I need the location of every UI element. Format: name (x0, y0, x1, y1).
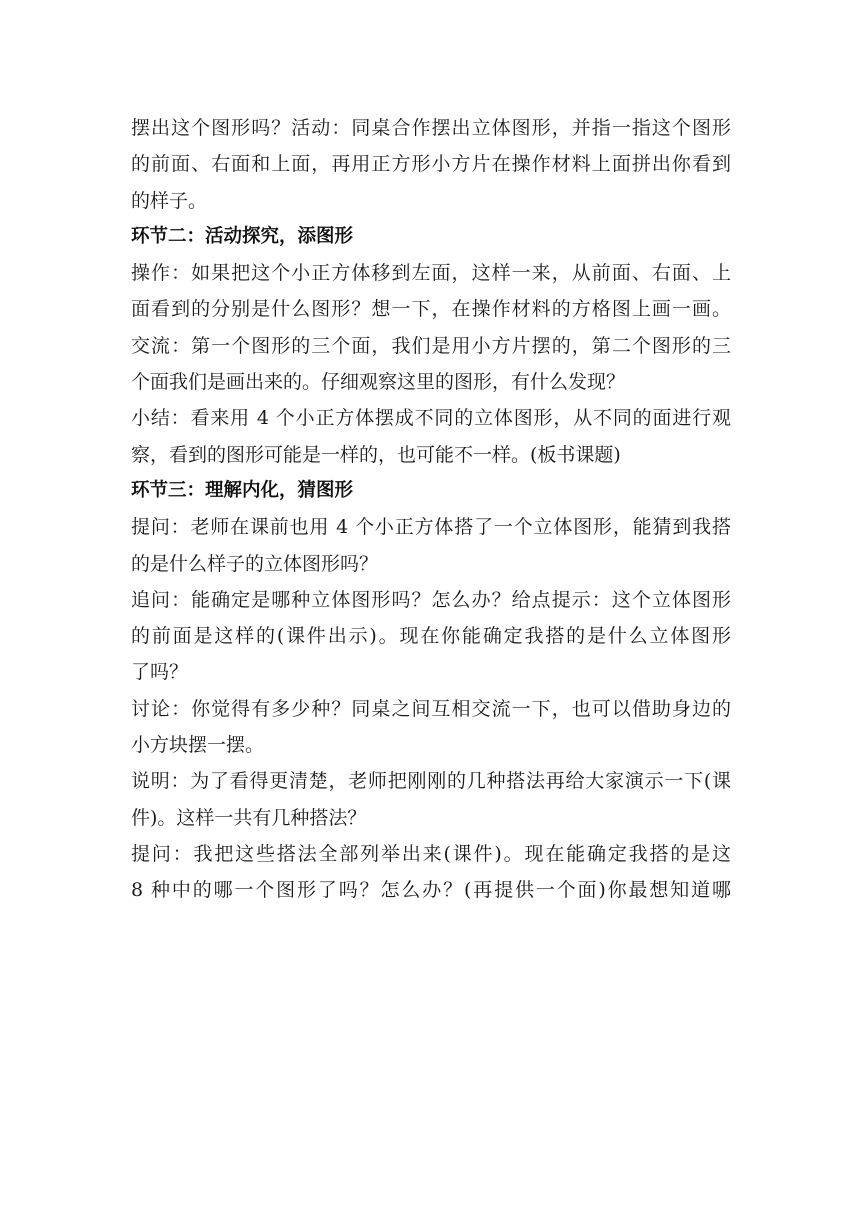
text-line: 的是什么样子的立体图形吗？ (131, 552, 379, 575)
section-heading: 环节二：活动探究，添图形 (131, 225, 354, 247)
text-line: 8 种中的哪一个图形了吗？怎么办？(再提供一个面)你最想知道哪 (131, 879, 731, 902)
text-line: 讨论：你觉得有多少种？同桌之间互相交流一下，也可以借助身边的 (131, 697, 731, 720)
text-line: 的前面是这样的(课件出示)。现在你能确定我搭的是什么立体图形 (131, 625, 731, 648)
text-line: 追问：能确定是哪种立体图形吗？怎么办？给点提示：这个立体图形 (131, 588, 731, 611)
text-line: 的样子。 (131, 189, 208, 212)
text-line: 察，看到的图形可能是一样的，也可能不一样。(板书课题) (131, 443, 621, 466)
text-line: 说明：为了看得更清楚，老师把刚刚的几种搭法再给大家演示一下(课 (131, 770, 731, 793)
text-line: 的前面、右面和上面，再用正方形小方片在操作材料上面拼出你看到 (131, 153, 731, 176)
text-line: 小结：看来用 4 个小正方体摆成不同的立体图形，从不同的面进行观 (131, 407, 731, 430)
text-line: 操作：如果把这个小正方体移到左面，这样一来，从前面、右面、上 (131, 262, 731, 285)
text-line: 摆出这个图形吗？活动：同桌合作摆出立体图形，并指一指这个图形 (131, 117, 731, 139)
section-heading: 环节三：理解内化，猜图形 (131, 479, 354, 501)
text-line: 小方块摆一摆。 (131, 734, 265, 757)
document-body (131, 110, 731, 909)
text-line: 交流：第一个图形的三个面，我们是用小方片摆的，第二个图形的三 (131, 334, 731, 357)
text-line: 了吗？ (131, 661, 189, 684)
text-line: 提问：我把这些搭法全部列举出来(课件)。现在能确定我搭的是这 (131, 842, 731, 865)
text-line: 个面我们是画出来的。仔细观察这里的图形，有什么发现？ (131, 371, 626, 394)
text-line: 件)。这样一共有几种搭法？ (131, 806, 367, 829)
text-line: 面看到的分别是什么图形？想一下，在操作材料的方格图上画一画。 (131, 298, 731, 321)
text-line: 提问：老师在课前也用 4 个小正方体搭了一个立体图形，能猜到我搭 (131, 516, 731, 539)
